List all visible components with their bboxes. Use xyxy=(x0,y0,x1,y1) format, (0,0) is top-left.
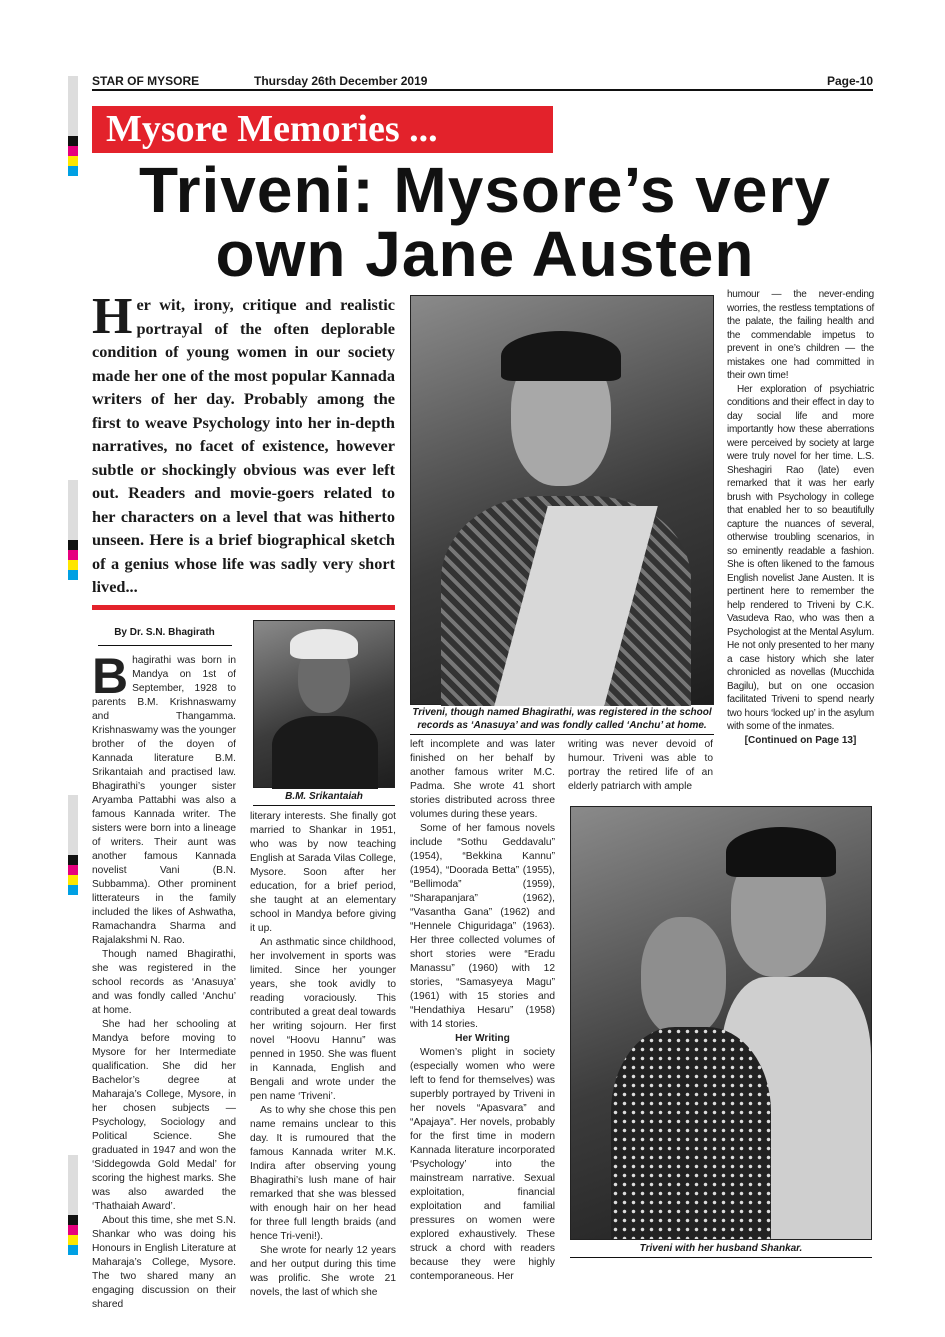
drop-cap: B xyxy=(92,648,129,704)
header-rule xyxy=(92,89,873,91)
headline-line-1: Triveni: Mysore’s very xyxy=(139,154,831,226)
intro-paragraph xyxy=(92,288,395,599)
registration-mark xyxy=(68,795,78,895)
paragraph: Her exploration of psychiatric conditions and their effect in day to day social life and more importantly how these aberrations were perceived by society at large were truly novel for her time. L.S. Sheshagiri Rao (late) even remarked that it was her early brush with Psychology in college that enabled her to so beautifully capture the nuances of several, otherwise troubling scenarios, in so eminently readable a fashion. She is often likened to the famous English novelist Jane Austen. It is pertinent here to remember the help rendered to Triveni by C.K. Vasudeva Rao, who was then a Psychologist at the Mental Asylum. He not only presented to her many a case history which she later chronicled as novellas (Mucchida Bagilu), but on one occasion facilitated Triveni to spend nearly two hours ‘locked up’ in the asylum with some of the inmates. xyxy=(727,383,874,732)
photo-caption: B.M. Srikantaiah xyxy=(253,790,395,806)
paragraph: left incomplete and was later finished on her behalf by another famous writer M.C. Padma. She wrote 41 short stories distributed across three volumes during these years. xyxy=(410,739,555,820)
paragraph: Women’s plight in society (especially women who were left to fend for themselves) was superbly portrayed by Triveni in her novels “Apasvara” and “Apajaya”. Her novels, probably for the first time in modern Kannada literature incorporated ‘Psychology’ into the mainstream narrative. Sexual exploitation, financial exploitation and familial pressures on women were explored exhaustively. These struck a chord with readers because they were highly contemporaneous. Her xyxy=(410,1047,555,1282)
paragraph: humour — the never-ending worries, the restless temptations of the palate, the failing health and the commendable impetus to prevent in one’s children — the mistakes one had committed in their own time! xyxy=(727,289,874,381)
photo-bm-srikantaiah xyxy=(253,620,395,788)
red-rule xyxy=(92,605,395,610)
paragraph: hagirathi was born in Mandya on 1st of September, 1928 to parents B.M. Krishnaswamy and Thangamma. Krishnaswamy was the younger brother of the doyen of Kannada literature B.M. Srikantaiah and practised law. Bhagirathi’s younger sister Aryamba Pattabhi was also a famous Kannada writer. The sisters were born into a lineage of writers. Their aunt was another famous Kannada novelist Vani (B.N. Subbamma). Other prominent litterateurs in the family included the likes of Ashwatha, Ramachandra Sharma and Rajalakshmi N. Rao. xyxy=(92,655,236,946)
paragraph: She wrote for nearly 12 years and her output during this time was prolific. She wrote 21 novels, the last of which she xyxy=(250,1245,396,1298)
intro-text: er wit, irony, critique and realistic portrayal of the often deplorable condition of young women in our society made her one of the most popular Kannada writers of her day. Probably among the first to weave Psychology into her in-depth narratives, no facet of existence, however subtle or shockingly obvious was ever left out. Readers and movie-goers related to her characters on a level that was hitherto unseen. Here is a brief biographical sketch of a genius whose life was sadly very short lived... xyxy=(92,295,395,596)
byline: By Dr. S.N. Bhagirath xyxy=(114,627,215,638)
column-1 xyxy=(92,648,236,1312)
drop-cap: H xyxy=(92,288,133,345)
photo-triveni-portrait xyxy=(410,295,714,705)
page-number: Page-10 xyxy=(826,74,873,88)
registration-mark xyxy=(68,1155,78,1255)
photo-caption: Triveni with her husband Shankar. xyxy=(570,1242,872,1258)
paragraph: About this time, she met S.N. Shankar who was doing his Honours in English Literature at Maharaja’s College, Mysore. The two shared many an engaging discussion on their shared xyxy=(92,1215,236,1310)
section-banner: Mysore Memories ... xyxy=(92,106,553,153)
paragraph: Though named Bhagirathi, she was registered in the school records as ‘Anasuya’ and was fondly called ‘Anchu’ at home. xyxy=(92,949,236,1016)
issue-date: Thursday 26th December 2019 xyxy=(254,74,428,88)
paragraph: An asthmatic since childhood, her involvement in sports was limited. Since her younger years, she took avidly to reading voraciously. This contributed a great deal towards her writing sojourn. Her first novel “Hoovu Hannu” was penned in 1950. She was fluent in Kannada, English and Bengali and wrote under the pen name ‘Triveni’. xyxy=(250,937,396,1102)
column-4 xyxy=(568,738,713,794)
paragraph: She had her schooling at Mandya before moving to Mysore for her Intermediate qualification. She did her Bachelor’s degree at Maharaja’s College, Mysore, in her chosen subjects — Psychology, Sociology and Political Science. She graduated in 1947 and won the ‘Siddegowda Gold Medal’ for scoring the highest marks. She was also awarded the ‘Thathaiah Award’. xyxy=(92,1019,236,1212)
continued-note: [Continued on Page 13] xyxy=(744,734,857,746)
byline-rule xyxy=(98,645,232,646)
paragraph: writing was never devoid of humour. Triveni was able to portray the retired life of an elderly patriarch with ample xyxy=(568,739,713,792)
registration-mark xyxy=(68,480,78,580)
headline-line-2: own Jane Austen xyxy=(215,218,755,290)
subheading: Her Writing xyxy=(455,1033,510,1044)
paragraph: literary interests. She finally got married to Shankar in 1951, who was by now teaching English at Sarada Vilas College, Mysore. Soon after her education, for a brief period, she taught at an elementary school in Mandya before giving it up. xyxy=(250,811,396,934)
newspaper-name: STAR OF MYSORE xyxy=(92,74,200,88)
column-2 xyxy=(250,810,396,1300)
photo-triveni-with-husband xyxy=(570,806,872,1240)
photo-caption: Triveni, though named Bhagirathi, was registered in the school records as ‘Anasuya’ and was fondly called ‘Anchu’ at home. xyxy=(410,706,714,735)
column-5 xyxy=(727,288,874,747)
paragraph: As to why she chose this pen name remains unclear to this day. It is rumoured that the famous Kannada writer M.K. Indira after observing young Bhagirathi’s lush mane of hair remarked that she was blessed with enough hair on her head for three full length braids (and hence Tri-veni!). xyxy=(250,1105,396,1242)
column-3 xyxy=(410,738,555,1284)
headline xyxy=(70,154,900,290)
paragraph: Some of her famous novels include “Sothu Geddavalu” (1954), “Bekkina Kannu” (1954), “Doorada Betta” (1955), “Bellimoda” (1959), “Sharapanjara” (1962), “Vasantha Gana” (1962) and “Hennele Chiguridaga” (1963). Her three collected volumes of short stories were “Eradu Manassu” (1960) with 12 stories, “Samasyeya Magu” (1961) with 15 stories and “Hendathiya Hesaru” (1958) with 14 stories. xyxy=(410,823,555,1030)
